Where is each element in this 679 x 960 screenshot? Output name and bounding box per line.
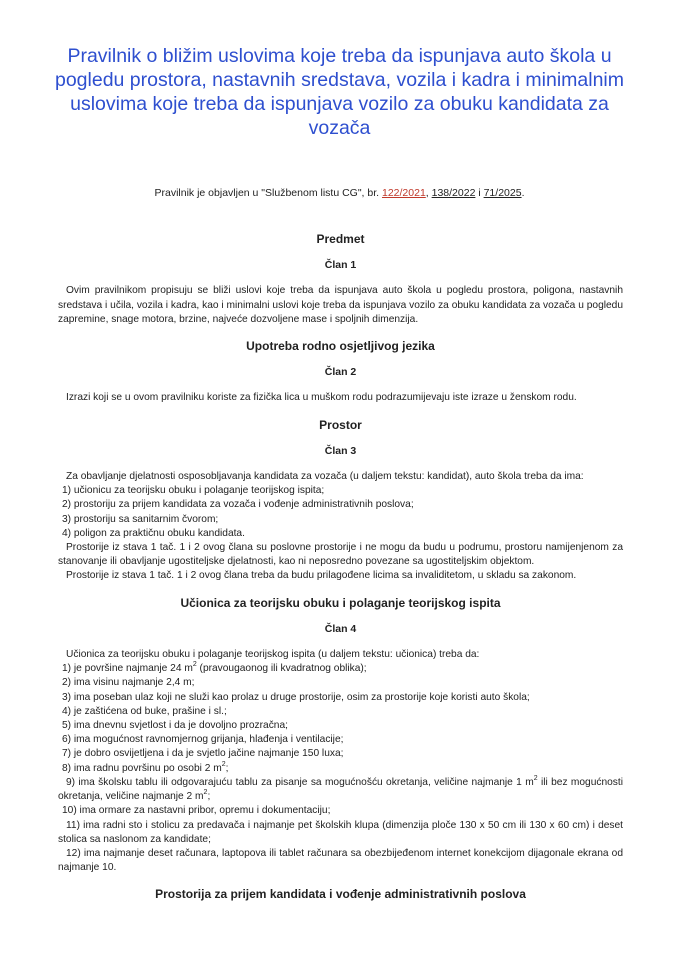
- article-3-intro: Za obavljanje djelatnosti osposobljavanja kandidata za vozača (u daljem tekstu: kandidat), auto škola treba da ima:: [66, 471, 584, 483]
- gazette-link-71-2025[interactable]: 71/2025: [483, 187, 522, 199]
- list-item: 5) ima dnevnu svjetlost i da je dovoljno prozračna;: [62, 720, 288, 732]
- list-item: 1) učionicu za teorijsku obuku i polaganje teorijskog ispita;: [62, 485, 325, 497]
- list-item: 8) ima radnu površinu po osobi 2 $m^2$;: [62, 760, 229, 774]
- section-heading-prostor: Prostor: [319, 417, 362, 432]
- publication-prefix: Pravilnik je objavljen u "Službenom listu CG", br.: [154, 187, 382, 199]
- article-3-paragraph-3: Prostorije iz stava 1 tač. 1 i 2 ovog člana treba da budu prilagođene licima sa invaliditetom, u skladu sa zakonom.: [66, 570, 577, 582]
- list-item: 12) ima najmanje deset računara, laptopova ili tablet računara sa obezbijeđenom internet konekcijom dijagonale ekrana od najmanje 10.: [58, 847, 623, 874]
- article-heading-2: Član 2: [324, 366, 357, 379]
- article-heading-4: Član 4: [324, 622, 357, 635]
- list-item: 4) je zaštićena od buke, prašine i sl.;: [62, 705, 227, 717]
- list-item: 3) prostoriju sa sanitarnim čvorom;: [62, 513, 219, 525]
- article-2-text: Izrazi koji se u ovom pravilniku koriste za fizička lica u muškom rodu podrazumijevaju iste izraze u ženskom rodu.: [66, 392, 577, 404]
- gazette-link-138-2022[interactable]: 138/2022: [431, 187, 476, 199]
- list-item: 10) ima ormare za nastavni pribor, opremu i dokumentaciju;: [62, 805, 331, 817]
- list-item: 7) je dobro osvijetljena i da je svjetlo jačine najmanje 150 luxa;: [62, 748, 344, 760]
- list-item: 6) ima mogućnost ravnomjernog grijanja, hlađenja i ventilacije;: [62, 734, 344, 746]
- section-heading-classroom: Učionica za teorijsku obuku i polaganje teorijskog ispita: [180, 595, 501, 610]
- list-item: 2) prostoriju za prijem kandidata za vozača i vođenje administrativnih poslova;: [62, 499, 414, 511]
- section-heading-gender-sensitive-language: Upotreba rodno osjetljivog jezika: [246, 339, 435, 354]
- article-1-text: Ovim pravilnikom propisuju se bliži uslovi koje treba da ispunjava auto škola u pogledu prostora, poligona, nastavnih sredstava i učila, vozila i kadra, kao i minimalni uslovi koje treba da ispunjava vozilo za obuku kandidata za vozača u pogledu zapremine, snage motora, brzine, najveće dozvoljene mase i spoljnih dimenzija.: [58, 285, 623, 325]
- list-item: 9) ima školsku tablu ili odgovarajuću tablu za pisanje sa mogućnošću okretanja, veličine najmanje 1 $m^2$ ili bez mogućnosti okretanja, veličine najmanje 2 $m^2$;: [58, 774, 623, 803]
- list-item: 1) je površine najmanje 24 $m^2$ (pravougaonog ili kvadratnog oblika);: [62, 661, 367, 675]
- document-title: Pravilnik o bližim uslovima koje treba da ispunjava auto škola u pogledu prostora, nastavnih sredstava, vozila i kadra i minimalnim uslovima koje treba da ispunjava vozilo za obuku kandidata za vozača: [54, 45, 625, 139]
- gazette-link-122-2021[interactable]: 122/2021: [381, 187, 426, 199]
- publication-note: Pravilnik je objavljen u "Službenom listu CG", br. 122/2021, 138/2022 i 71/2025.: [154, 187, 525, 199]
- article-3-paragraph-2: Prostorije iz stava 1 tač. 1 i 2 ovog člana su poslovne prostorije i ne mogu da budu u podrumu, prostoru namijenjenom za stanovanje ili obavljanje ugostiteljske djelatnosti, kao ni neposredno povezane sa ugostiteljskim objektom.: [58, 542, 623, 568]
- document-body: [58, 232, 623, 902]
- list-item: 4) poligon za praktičnu obuku kandidata.: [62, 527, 245, 539]
- article-heading-1: Član 1: [324, 259, 357, 272]
- section-heading-reception-room: Prostorija za prijem kandidata i vođenje administrativnih poslova: [155, 887, 526, 902]
- list-item: 11) ima radni sto i stolicu za predavača i najmanje pet školskih klupa (dimenzija ploče 130 x 50 cm ili 130 x 60 cm) i deset stolica sa naslonom za kandidate;: [58, 819, 623, 845]
- article-heading-3: Član 3: [324, 444, 357, 457]
- list-item: 2) ima visinu najmanje 2,4 m;: [62, 677, 195, 689]
- article-4-intro: Učionica za teorijsku obuku i polaganje teorijskog ispita (u daljem tekstu: učionica) treba da:: [66, 649, 480, 661]
- list-item: 3) ima poseban ulaz koji ne služi kao prolaz u druge prostorije, osim za prostorije koje koristi auto škola;: [62, 691, 530, 703]
- section-heading-predmet: Predmet: [316, 232, 365, 246]
